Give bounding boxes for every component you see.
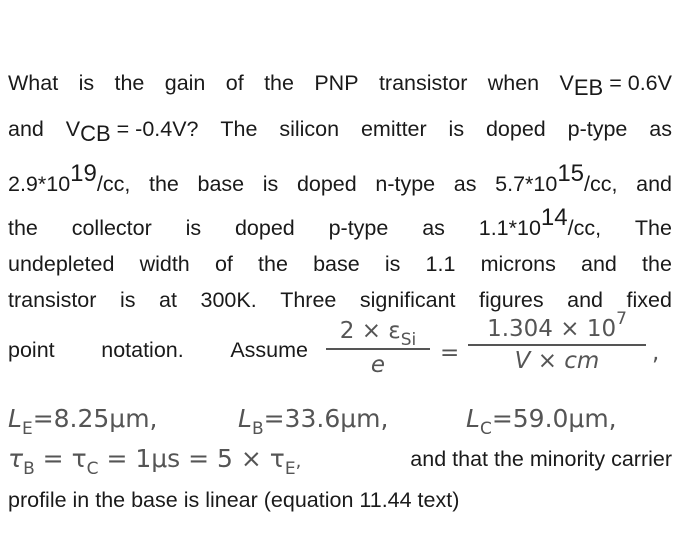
word: the bbox=[642, 252, 672, 276]
word: The bbox=[634, 216, 672, 240]
word: as bbox=[649, 117, 672, 141]
fraction-comma: , bbox=[652, 340, 660, 366]
word: point bbox=[8, 338, 55, 362]
word: collector bbox=[71, 216, 152, 240]
word: is bbox=[119, 288, 136, 312]
word: is bbox=[262, 172, 279, 196]
doping-mantissa: 2.9*10 bbox=[8, 172, 71, 196]
problem-line-1 bbox=[8, 70, 672, 100]
word: gain bbox=[164, 71, 206, 95]
doping-unit: /cc, bbox=[567, 216, 602, 240]
problem-line-2 bbox=[8, 116, 672, 146]
word: 300K. bbox=[200, 288, 257, 312]
word: the bbox=[258, 252, 288, 276]
vcb-subscript: CB bbox=[80, 121, 111, 146]
word: the bbox=[148, 172, 179, 196]
equals-sign: = bbox=[440, 340, 460, 366]
veb-expression bbox=[559, 70, 672, 100]
veb-subscript: EB bbox=[573, 75, 604, 100]
word: microns bbox=[480, 252, 556, 276]
word: and bbox=[581, 252, 617, 276]
vcb-symbol: V bbox=[65, 117, 81, 141]
problem-line-4 bbox=[8, 204, 672, 242]
word: n-type bbox=[375, 172, 436, 196]
problem-line-8: and that the minority carrier bbox=[410, 447, 672, 471]
word: p-type bbox=[328, 216, 389, 240]
numerator-subscript: Si bbox=[400, 330, 417, 350]
doping-unit: /cc, bbox=[584, 172, 618, 196]
doping-exponent: 14 bbox=[540, 204, 568, 231]
word: and bbox=[8, 117, 44, 141]
vcb-value: = -0.4V? bbox=[116, 117, 199, 141]
word: is bbox=[384, 252, 401, 276]
fraction-denominator: e bbox=[370, 351, 386, 378]
permittivity-fraction bbox=[326, 318, 430, 378]
te-subscript: E bbox=[284, 459, 296, 479]
word: of bbox=[225, 71, 244, 95]
doping-unit: /cc, bbox=[96, 172, 131, 196]
word: base bbox=[197, 172, 245, 196]
word: the bbox=[114, 71, 145, 95]
constant-fraction bbox=[468, 309, 646, 374]
word: as bbox=[453, 172, 477, 196]
lc-subscript: C bbox=[479, 419, 492, 439]
lifetime-value: = 1μs = 5 × τ bbox=[98, 444, 285, 473]
lc-expression bbox=[466, 404, 617, 439]
veb-symbol: V bbox=[559, 71, 574, 95]
word: PNP bbox=[314, 71, 359, 95]
lc-value: =59.0μm, bbox=[491, 404, 617, 433]
doping-exponent: 19 bbox=[70, 160, 97, 187]
problem-line-7 bbox=[8, 338, 308, 363]
base-doping bbox=[495, 160, 618, 198]
word: significant bbox=[359, 288, 456, 312]
lb-symbol: L bbox=[238, 404, 252, 433]
word: doped bbox=[234, 216, 295, 240]
numerator-text: 1.304 × 10 bbox=[487, 316, 617, 342]
word: doped bbox=[485, 117, 546, 141]
word: base bbox=[313, 252, 360, 276]
word: of bbox=[214, 252, 233, 276]
collector-doping bbox=[478, 204, 602, 242]
word: fixed bbox=[626, 288, 672, 312]
fraction-bar bbox=[468, 344, 646, 346]
fraction-denominator: V × cm bbox=[514, 347, 600, 374]
word: silicon bbox=[279, 117, 340, 141]
word: notation. bbox=[101, 338, 184, 362]
problem-line-5 bbox=[8, 252, 672, 277]
doping-exponent: 15 bbox=[557, 160, 585, 187]
word: as bbox=[422, 216, 445, 240]
tb-symbol: τ bbox=[8, 444, 24, 473]
word: is bbox=[78, 71, 95, 95]
le-value: =8.25μm, bbox=[32, 404, 158, 433]
problem-line-3 bbox=[8, 160, 672, 198]
word: 1.1 bbox=[425, 252, 456, 276]
le-subscript: E bbox=[21, 419, 33, 439]
word: and bbox=[567, 288, 603, 312]
numerator-text: 2 × ε bbox=[339, 318, 401, 344]
fraction-numerator bbox=[339, 318, 417, 350]
veb-value: = 0.6V bbox=[609, 71, 672, 95]
lb-subscript: B bbox=[251, 419, 264, 439]
word: transistor bbox=[378, 71, 468, 95]
problem-line-9: profile in the base is linear (equation 11.44 text) bbox=[8, 488, 460, 512]
word: the bbox=[264, 71, 294, 95]
lc-symbol: L bbox=[466, 404, 480, 433]
word: What bbox=[8, 71, 59, 95]
word: the bbox=[8, 216, 38, 240]
tc-symbol: = τ bbox=[34, 444, 87, 473]
word: emitter bbox=[360, 117, 427, 141]
word: is bbox=[185, 216, 202, 240]
word: doped bbox=[296, 172, 357, 196]
lifetime-expression bbox=[8, 444, 302, 479]
word: is bbox=[448, 117, 465, 141]
word: Assume bbox=[230, 338, 308, 362]
numerator-exponent: 7 bbox=[616, 309, 627, 329]
word: when bbox=[487, 71, 540, 95]
word: p-type bbox=[567, 117, 628, 141]
problem-line-6 bbox=[8, 288, 672, 313]
word: at bbox=[159, 288, 177, 312]
word: undepleted bbox=[8, 252, 115, 276]
word: transistor bbox=[8, 288, 97, 312]
vcb-expression bbox=[65, 116, 199, 146]
doping-mantissa: 5.7*10 bbox=[495, 172, 558, 196]
word: width bbox=[139, 252, 190, 276]
word: The bbox=[220, 117, 258, 141]
word: Three bbox=[280, 288, 337, 312]
word: figures bbox=[479, 288, 544, 312]
emitter-doping bbox=[8, 160, 131, 198]
word: and bbox=[636, 172, 672, 196]
lb-value: =33.6μm, bbox=[263, 404, 389, 433]
tb-subscript: B bbox=[23, 459, 35, 479]
lifetime-comma: , bbox=[295, 451, 302, 472]
le-expression bbox=[8, 404, 158, 439]
le-symbol: L bbox=[8, 404, 22, 433]
tc-subscript: C bbox=[86, 459, 99, 479]
doping-mantissa: 1.1*10 bbox=[478, 216, 541, 240]
lb-expression bbox=[238, 404, 389, 439]
fraction-numerator bbox=[487, 309, 627, 342]
